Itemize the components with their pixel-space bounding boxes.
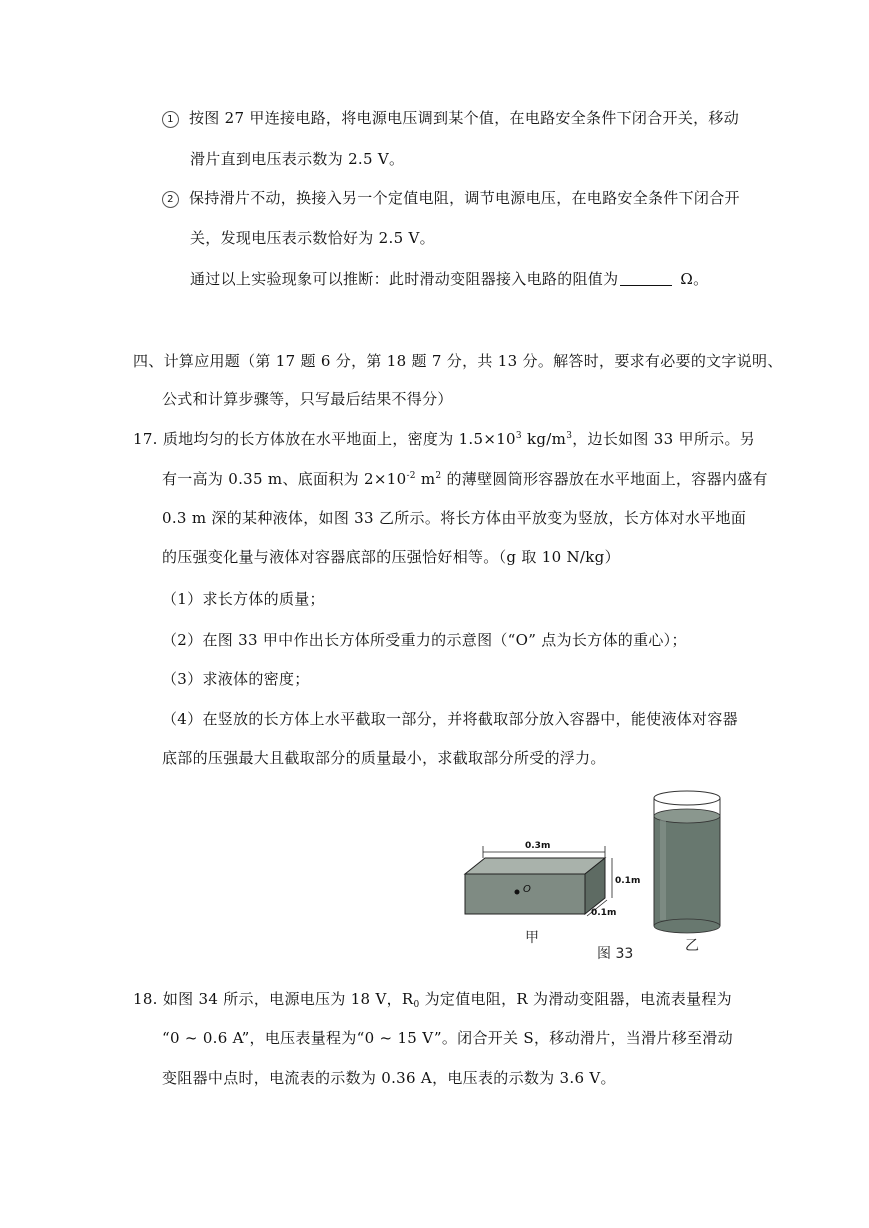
step-1-number: 1 (162, 111, 179, 128)
q17-line-2: 有一高为 0.35 m、底面积为 $2\times 10^{-2}$ $m^2$ 的薄壁圆筒形容器放在水平地面上，容器内盛有 (162, 470, 768, 488)
step-1-line-1: 1 按图 27 甲连接电路，将电源电压调到某个值，在电路安全条件下闭合开关，移动 (162, 107, 739, 128)
cylinder-figure (654, 791, 720, 954)
figure-caption: 图 33 (597, 946, 634, 962)
q18-line-3: 变阻器中点时，电流表的示数为 0.36 A，电压表的示数为 3.6 V。 (162, 1069, 616, 1087)
q17-sub-3: （3）求液体的密度； (162, 670, 310, 688)
q17-sub-4-line-2: 底部的压强最大且截取部分的质量最小，求截取部分所受的浮力。 (162, 749, 606, 767)
step-1-line-2: 滑片直到电压表示数为 2.5 V。 (190, 150, 405, 168)
q18-line-2: “0 ~ 0.6 A”，电压表量程为“0 ~ 15 V”。闭合开关 S，移动滑片，当滑片移至滑动 (162, 1029, 733, 1047)
cuboid-top-face (465, 858, 605, 874)
section-4-heading: 四、计算应用题（第 17 题 6 分，第 18 题 7 分，共 13 分。解答时，要求有必要的文字说明、 (133, 352, 783, 370)
conclusion-line: 通过以上实验现象可以推断：此时滑动变阻器接入电路的阻值为 Ω。 (190, 270, 709, 288)
length-label: 0.3m (525, 841, 551, 851)
q17-line-3: 0.3 m 深的某种液体，如图 33 乙所示。将长方体由平放变为竖放，长方体对水平地面 (162, 509, 747, 527)
q17-line-1: 17. 质地均匀的长方体放在水平地面上，密度为 $1.5\times 10^3$ $kg/m^3$，边长如图 33 甲所示。另 (133, 430, 756, 448)
figure-33 (455, 780, 755, 965)
q17-line-4: 的压强变化量与液体对容器底部的压强恰好相等。（g 取 10 N/kg） (162, 548, 620, 566)
label-yi: 乙 (685, 938, 699, 954)
width-label: 0.1m (591, 908, 617, 918)
answer-blank[interactable] (620, 271, 672, 286)
center-label: O (523, 884, 531, 895)
section-4-heading-line-2: 公式和计算步骤等，只写最后结果不得分） (162, 390, 453, 408)
step-2-line-2: 关，发现电压表示数恰好为 2.5 V。 (190, 229, 435, 247)
q17-sub-4-line-1: （4）在竖放的长方体上水平截取一部分，并将截取部分放入容器中，能使液体对容器 (162, 710, 738, 728)
q18-line-1: 18. 如图 34 所示，电源电压为 18 V，$R_0$ 为定值电阻，R 为滑动变阻器，电流表量程为 (133, 990, 732, 1010)
q17-sub-2: （2）在图 33 甲中作出长方体所受重力的示意图（“O” 点为长方体的重心）； (162, 631, 687, 649)
height-label: 0.1m (615, 876, 641, 886)
label-jia: 甲 (525, 930, 539, 946)
q17-sub-1: （1）求长方体的质量； (162, 590, 325, 608)
cuboid-figure (465, 841, 640, 946)
center-of-gravity-point (515, 890, 520, 895)
cylinder-rim (654, 791, 720, 805)
step-2-line-1: 2 保持滑片不动，换接入另一个定值电阻，调节电源电压，在电路安全条件下闭合开 (162, 187, 740, 208)
cylinder-bottom (654, 919, 720, 933)
step-2-number: 2 (162, 191, 179, 208)
